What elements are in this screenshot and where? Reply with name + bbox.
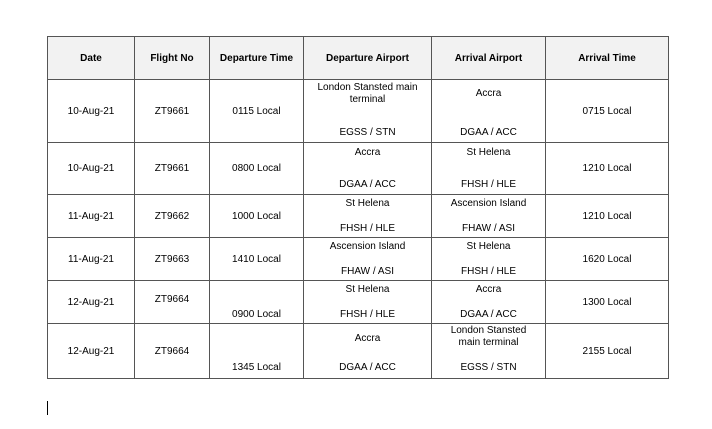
- arrival-airport-name: St Helena: [466, 241, 511, 252]
- cell-arrival-time: 1620 Local: [546, 238, 669, 281]
- header-flight-no: Flight No: [135, 37, 210, 80]
- departure-airport-code: DGAA / ACC: [339, 362, 396, 373]
- header-date: Date: [48, 37, 135, 80]
- departure-airport-name: Ascension Island: [329, 241, 406, 252]
- cell-arrival-time: 2155 Local: [546, 324, 669, 379]
- cell-arrival-airport: [432, 238, 546, 281]
- table-row: [48, 238, 669, 281]
- arrival-airport-code: EGSS / STN: [460, 362, 517, 373]
- cell-arrival-time: 1210 Local: [546, 195, 669, 238]
- departure-airport-name: St Helena: [345, 198, 390, 209]
- departure-airport-code: EGSS / STN: [339, 127, 396, 138]
- cell-date: 11-Aug-21: [48, 195, 135, 238]
- cell-arrival-airport: [432, 143, 546, 195]
- cell-departure-airport: [304, 195, 432, 238]
- cell-flight-no: ZT9664: [135, 281, 210, 324]
- table-row: [48, 80, 669, 143]
- table-header-row: [48, 37, 669, 80]
- table-row: [48, 324, 669, 379]
- arrival-airport-code: DGAA / ACC: [460, 127, 517, 138]
- cell-date: 10-Aug-21: [48, 143, 135, 195]
- arrival-airport-code: DGAA / ACC: [460, 309, 517, 320]
- cell-flight-no: ZT9661: [135, 143, 210, 195]
- cell-date: 11-Aug-21: [48, 238, 135, 281]
- cell-arrival-time: 1210 Local: [546, 143, 669, 195]
- arrival-airport-code: FHAW / ASI: [462, 223, 515, 234]
- cell-date: 12-Aug-21: [48, 281, 135, 324]
- header-arrival-time: Arrival Time: [546, 37, 669, 80]
- cell-flight-no: ZT9662: [135, 195, 210, 238]
- flight-schedule-table: [47, 36, 669, 379]
- cell-date: 12-Aug-21: [48, 324, 135, 379]
- cell-arrival-airport: [432, 80, 546, 143]
- departure-airport-name: Accra: [354, 333, 381, 344]
- header-departure-airport: Departure Airport: [304, 37, 432, 80]
- departure-airport-code: FHSH / HLE: [339, 309, 395, 320]
- cell-departure-airport: [304, 281, 432, 324]
- header-departure-time: Departure Time: [210, 37, 304, 80]
- departure-airport-name: St Helena: [345, 284, 390, 295]
- arrival-airport-code: FHSH / HLE: [460, 266, 516, 277]
- table-row: [48, 281, 669, 324]
- cell-arrival-airport: [432, 324, 546, 379]
- cell-departure-time: 1410 Local: [210, 238, 304, 281]
- cell-date: 10-Aug-21: [48, 80, 135, 143]
- arrival-airport-name: St Helena: [466, 147, 511, 158]
- header-arrival-airport: Arrival Airport: [432, 37, 546, 80]
- cell-flight-no: ZT9664: [135, 324, 210, 379]
- cell-departure-time: 0115 Local: [210, 80, 304, 143]
- departure-airport-code: FHSH / HLE: [339, 223, 395, 234]
- cell-flight-no: ZT9663: [135, 238, 210, 281]
- arrival-airport-name: Accra: [475, 284, 502, 295]
- arrival-airport-name: London Stansted main terminal: [450, 325, 527, 348]
- table-row: [48, 143, 669, 195]
- cell-arrival-time: 1300 Local: [546, 281, 669, 324]
- cell-departure-time: 1345 Local: [210, 324, 304, 379]
- departure-airport-name: London Stansted main terminal: [317, 82, 418, 105]
- cell-departure-time: 0900 Local: [210, 281, 304, 324]
- cell-departure-time: 0800 Local: [210, 143, 304, 195]
- departure-airport-code: DGAA / ACC: [339, 179, 396, 190]
- cell-arrival-airport: [432, 195, 546, 238]
- cell-departure-airport: [304, 80, 432, 143]
- cell-departure-airport: [304, 143, 432, 195]
- cell-flight-no: ZT9661: [135, 80, 210, 143]
- cell-arrival-time: 0715 Local: [546, 80, 669, 143]
- cell-arrival-airport: [432, 281, 546, 324]
- departure-airport-code: FHAW / ASI: [341, 266, 394, 277]
- arrival-airport-code: FHSH / HLE: [460, 179, 516, 190]
- cell-departure-airport: [304, 238, 432, 281]
- cell-departure-airport: [304, 324, 432, 379]
- table-row: [48, 195, 669, 238]
- arrival-airport-name: Accra: [475, 88, 502, 99]
- departure-airport-name: Accra: [354, 147, 381, 158]
- arrival-airport-name: Ascension Island: [450, 198, 527, 209]
- cell-departure-time: 1000 Local: [210, 195, 304, 238]
- text-cursor: [47, 401, 48, 415]
